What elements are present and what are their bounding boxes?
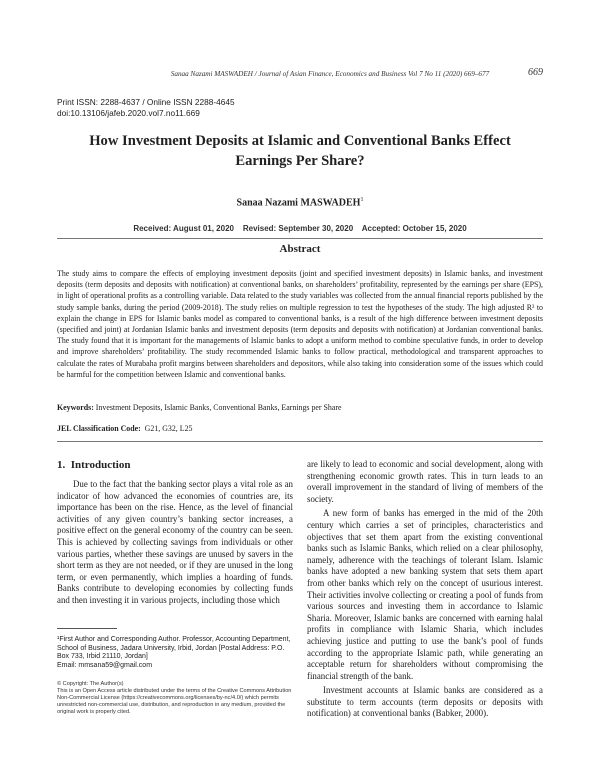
author-footnote: [57, 636, 293, 670]
page-number: 669: [528, 67, 543, 78]
title-line-2: Earnings Per Share?: [235, 153, 365, 169]
author-name: Sanaa Nazami MASWADEH: [236, 197, 361, 209]
paper-title: [60, 131, 540, 171]
footnote-email[interactable]: Email: mmsana59@gmail.com: [57, 661, 153, 669]
doi-line[interactable]: doi:10.13106/jafeb.2020.vol7.no11.669: [57, 108, 200, 118]
keywords-text: Investment Deposits, Islamic Banks, Conventional Banks, Earnings per Share: [93, 403, 342, 412]
jel-line: [57, 424, 543, 433]
author-line: [60, 197, 540, 208]
section-heading-introduction: 1. Introduction: [57, 459, 131, 471]
running-head: Sanaa Nazami MASWADEH / Journal of Asian Finance, Economics and Business Vol 7 No 11 (2020) 669–677: [170, 70, 490, 78]
keywords-line: [57, 403, 543, 412]
intro-paragraph-1: Due to the fact that the banking sector plays a vital role as an indicator of how advanced the economies of countries are, its importance has been on the rise. Hence, as the level of financial activities of any given country’s banking sector increases, a positive effect on the general economy of the country can be seen. This is achieved by collecting savings from individuals or other various parties, whether these savings are unused by savers in the short term as they are not needed, or if they are unused in the long term, or even permanently, which implies a hoarding of funds. Banks contribute to developing economies by collecting funds and then investing it in various projects, including those which: [57, 479, 293, 605]
license-text: This is an Open Access article distributed under the terms of the Creative Commons Attribution Non-Commercial License (https://creativecommons.org/licenses/by-nc/4.0/) which permits unrestricted non-commercial use, distribution, and reproduction in any medium, provided the original work is properly cited.: [57, 687, 292, 715]
right-column: [307, 459, 543, 720]
divider-top: [57, 238, 543, 239]
abstract-heading: Abstract: [279, 243, 321, 255]
copyright-notice: [57, 681, 293, 716]
jel-text: G21, G32, L25: [140, 424, 193, 433]
abstract-body: The study aims to compare the effects of employing investment deposits (joint and specified investment deposits) in Islamic banks, and investment deposits (term deposits and deposits with notification) at conventional banks, on shareholders’ profitability, represented by the earnings per share (EPS), in light of operational profits as a controlling variable. Data related to the study variables was collected from the annual financial reports published by the study sample banks, during the period (2009-2018). The study relies on multiple regression to test the hypotheses of the study. The high adjusted R² to explain the change in EPS for Islamic banks model as compared to conventional banks, is a result of the high difference between investment deposits (specified and joint) at Jordanian Islamic banks and investment deposits (term deposits and deposits with notification) at Jordanian conventional banks. The study found that it is important for the managements of Islamic banks to adopt a uniform method to combine speculative funds, in order to develop and improve shareholders’ profitability. The study recommended Islamic banks to follow practical, methodological and transparent approaches to calculate the rates of Murabaha profit margins between shareholders and depositors, while also taking into consideration some of the issues which could be harmful for the competition between Islamic and conventional banks.: [57, 269, 543, 379]
issn-block: [57, 97, 235, 119]
copyright-line: © Copyright: The Author(s): [57, 681, 124, 687]
jel-label: JEL Classification Code:: [57, 424, 141, 433]
footnote-affiliation: ¹First Author and Corresponding Author. Professor, Accounting Department, School of Business, Jadara University, Irbid, Jordan [Postal Address: P.O. Box 733, Irbid 21110, Jordan]: [57, 636, 291, 661]
dates-line: Received: August 01, 2020 Revised: September 30, 2020 Accepted: October 15, 2020: [133, 224, 467, 233]
issn-line: Print ISSN: 2288-4637 / Online ISSN 2288-4645: [57, 97, 235, 107]
intro-paragraph-3: Investment accounts at Islamic banks are considered as a substitute to term accounts (term deposits or deposits with notification) at conventional banks (Babker, 2000).: [307, 685, 543, 719]
author-footnote-mark: 1: [360, 197, 364, 203]
left-column: [57, 479, 293, 607]
title-line-1: How Investment Deposits at Islamic and Conventional Banks Effect: [89, 133, 511, 149]
footnote-rule: [57, 628, 117, 629]
keywords-label: Keywords:: [57, 403, 94, 412]
divider-bottom: [57, 441, 543, 442]
intro-paragraph-2: A new form of banks has emerged in the mid of the 20th century which carries a set of principles, characteristics and objectives that set them apart from the existing conventional banks such as Islamic Banks, which relied on a clear philosophy, namely, adherence with the teachings of tolerant Islam. Islamic banks have adopted a new banking system that sets them apart from other banks which rely on the concept of usurious interest. Their activities involve collecting or creating a pool of funds from various sources and investing them in accordance to Islamic Sharia. Moreover, Islamic banks are concerned with earning halal profits in compliance with Islamic Sharia, which includes achieving justice and putting to use the bank’s pool of funds according to the appropriate Islamic path, while generating an acceptable return for shareholders without compromising the financial strength of the bank.: [307, 508, 543, 681]
intro-paragraph-continued: are likely to lead to economic and social development, along with strengthening economic growth rates. This in turn leads to an overall improvement in the standard of living of members of the society.: [307, 459, 543, 504]
